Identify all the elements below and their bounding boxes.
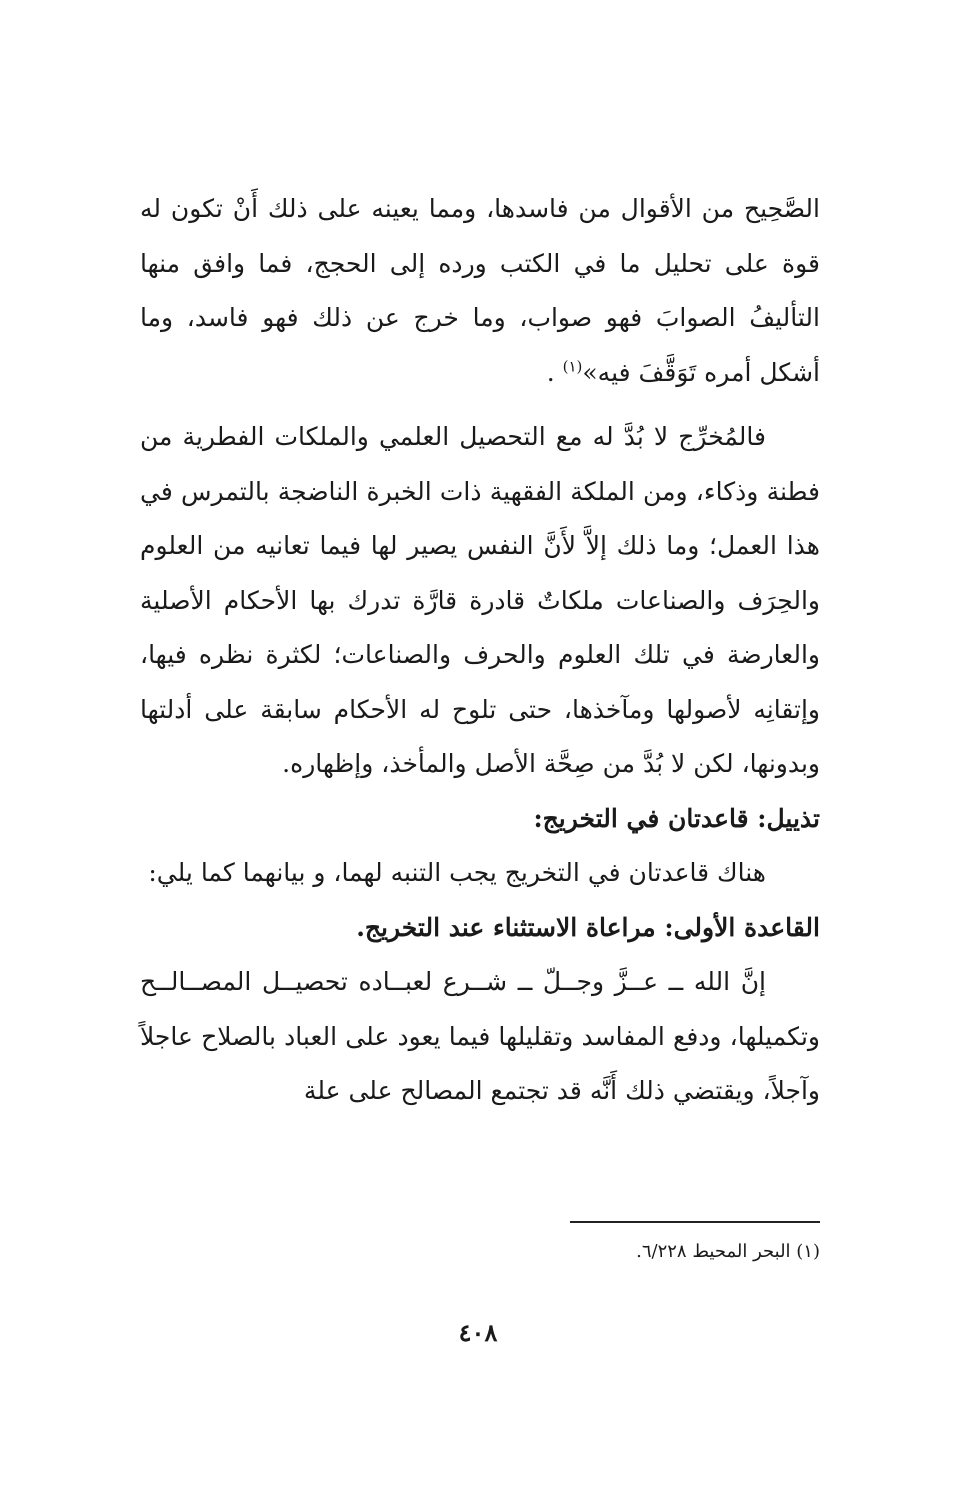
footnote-reference: (١)	[562, 357, 583, 376]
heading-appendix: تذييل: قاعدتان في التخريج:	[533, 803, 820, 833]
footnote-divider	[570, 1221, 820, 1223]
paragraph-3: هناك قاعدتان في التخريج يجب التنبه لهما، و بيانهما كما يلي:	[148, 858, 766, 887]
page-body	[140, 182, 820, 1119]
footnote: (١) البحر المحيط ٦/٢٢٨.	[636, 1241, 820, 1262]
heading-rule-one: القاعدة الأولى: مراعاة الاستثناء عند التخريج.	[356, 912, 820, 942]
paragraph-1	[140, 182, 820, 400]
paragraph-gap	[140, 400, 820, 410]
page-number: ٤٠٨	[458, 1318, 498, 1347]
paragraph-2: فالمُخرِّج لا بُدَّ له مع التحصيل العلمي والملكات الفطرية من فطنة وذكاء، ومن الملكة الفقهية ذات الخبرة الناضجة بالتمرس في هذا العمل؛ وما ذلك إلاَّ لأَنَّ النفس يصير لها فيما تعانيه من العلوم والحِرَف والصناعات ملكاتٌ قادرة قارَّة تدرك بها الأحكام الأصلية والعارضة في تلك العلوم والحرف والصناعات؛ لكثرة نظره فيها، وإتقانِه لأصولها ومآخذها، حتى تلوح له الأحكام سابقة على أدلتها وبدونها، لكن لا بُدَّ من صِحَّة الأصل والمأخذ، وإظهاره.	[140, 422, 820, 778]
paragraph-1-text: الصَّحِيح من الأقوال من فاسدها، ومما يعينه على ذلك أَنْ تكون له قوة على تحليل ما في الكتب ورده إلى الحجج، فما وافق منها التأليفُ الصوابَ فهو صواب، وما خرج عن ذلك فهو فاسد، وما أشكل أمره تَوَقَّفَ فيه»	[140, 194, 820, 387]
paragraph-1-end: .	[546, 357, 563, 387]
paragraph-4: إنَّ الله ــ عــزَّ وجــلّ ــ شــرع لعبــاده تحصيــل المصــالــح وتكميلها، ودفع المفاسد وتقليلها فيما يعود على العباد بالصلاح عاجلاً وآجلاً، ويقتضي ذلك أَنَّه قد تجتمع المصالح على علة	[140, 967, 820, 1105]
